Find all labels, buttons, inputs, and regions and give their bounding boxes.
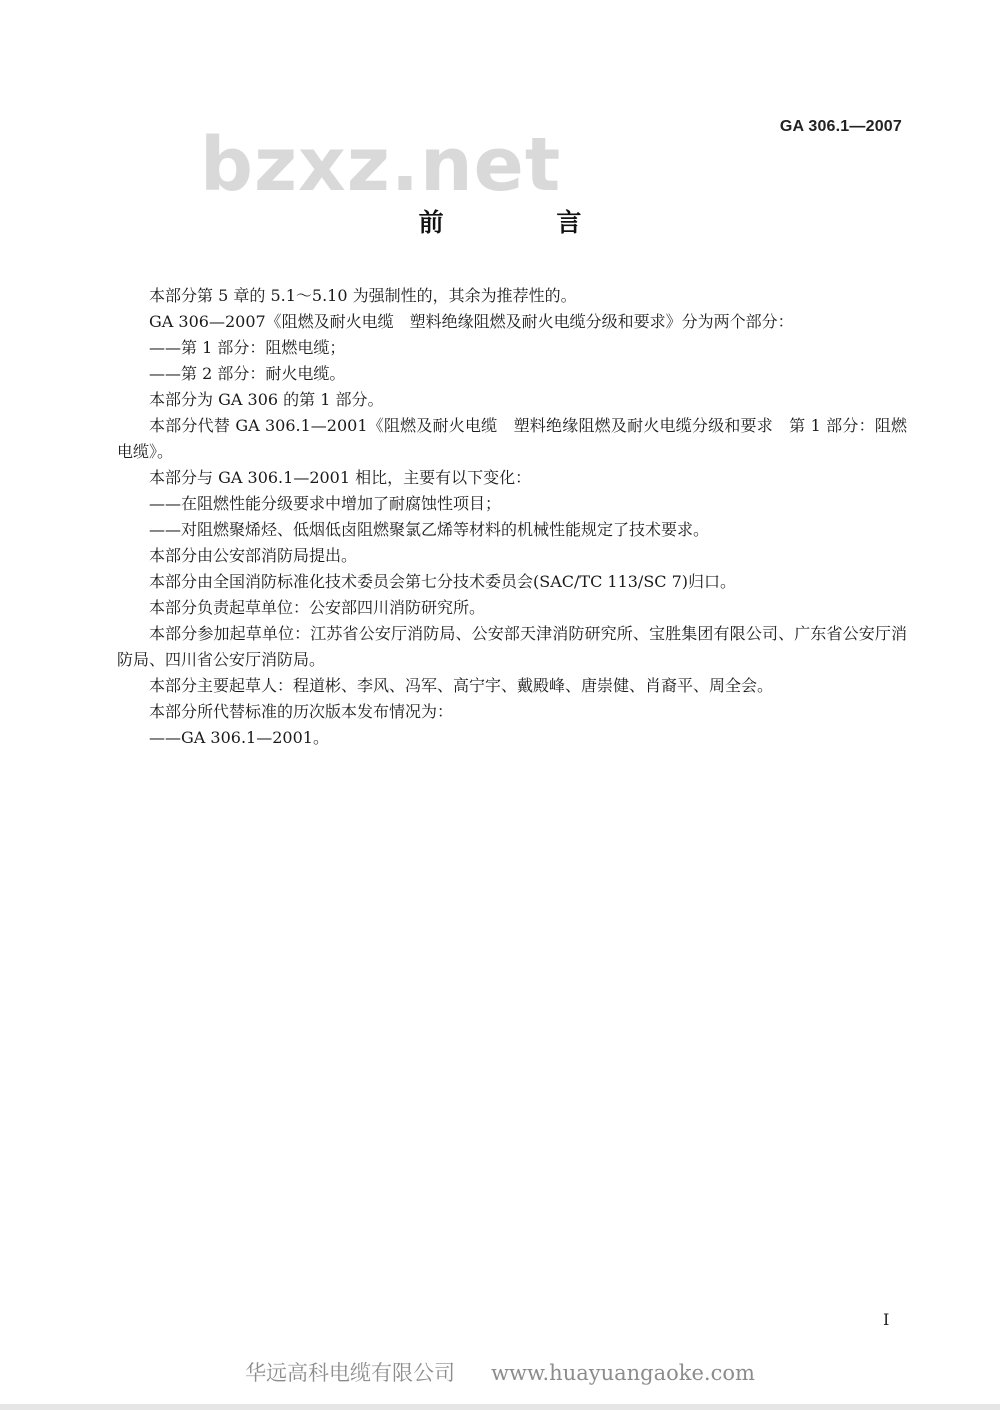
list-item: ——在阻燃性能分级要求中增加了耐腐蚀性项目； xyxy=(149,494,502,513)
page-bottom-edge xyxy=(0,1404,1000,1410)
list-item: ——第 1 部分：阻燃电缆； xyxy=(149,338,346,357)
paragraph: GA 306—2007《阻燃及耐火电缆 塑料绝缘阻燃及耐火电缆分级和要求》分为两个部分： xyxy=(149,312,794,331)
list-item: ——第 2 部分：耐火电缆。 xyxy=(149,364,346,383)
foreword-body xyxy=(117,283,907,751)
paragraph: 本部分与 GA 306.1—2001 相比，主要有以下变化： xyxy=(149,468,532,487)
paragraph: 本部分为 GA 306 的第 1 部分。 xyxy=(149,390,384,409)
list-item: ——对阻燃聚烯烃、低烟低卤阻燃聚氯乙烯等材料的机械性能规定了技术要求。 xyxy=(149,520,710,539)
list-item: ——GA 306.1—2001。 xyxy=(149,728,329,747)
paragraph: 本部分由全国消防标准化技术委员会第七分技术委员会(SAC/TC 113/SC 7)归口。 xyxy=(149,572,737,591)
paragraph: 本部分负责起草单位：公安部四川消防研究所。 xyxy=(149,598,486,617)
paragraph: 本部分所代替标准的历次版本发布情况为： xyxy=(149,702,454,721)
paragraph: 本部分由公安部消防局提出。 xyxy=(149,546,358,565)
paragraph: 本部分参加起草单位：江苏省公安厅消防局、公安部天津消防研究所、宝胜集团有限公司、广东省公安厅消防局、四川省公安厅消防局。 xyxy=(117,624,907,669)
footer xyxy=(0,1357,1000,1387)
paragraph: 本部分第 5 章的 5.1～5.10 为强制性的，其余为推荐性的。 xyxy=(149,286,577,305)
paragraph: 本部分代替 GA 306.1—2001《阻燃及耐火电缆 塑料绝缘阻燃及耐火电缆分级和要求 第 1 部分：阻燃电缆》。 xyxy=(117,416,907,461)
document-code: GA 306.1—2007 xyxy=(779,118,902,135)
footer-website: www.huayuangaoke.com xyxy=(491,1361,755,1385)
page-title: 前 言 xyxy=(418,208,634,237)
paragraph: 本部分主要起草人：程道彬、李风、冯军、高宁宇、戴殿峰、唐崇健、肖裔平、周全会。 xyxy=(149,676,774,695)
footer-company: 华远高科电缆有限公司 xyxy=(245,1361,456,1385)
page-number: I xyxy=(883,1310,890,1329)
watermark: bzxz.net xyxy=(200,122,562,208)
